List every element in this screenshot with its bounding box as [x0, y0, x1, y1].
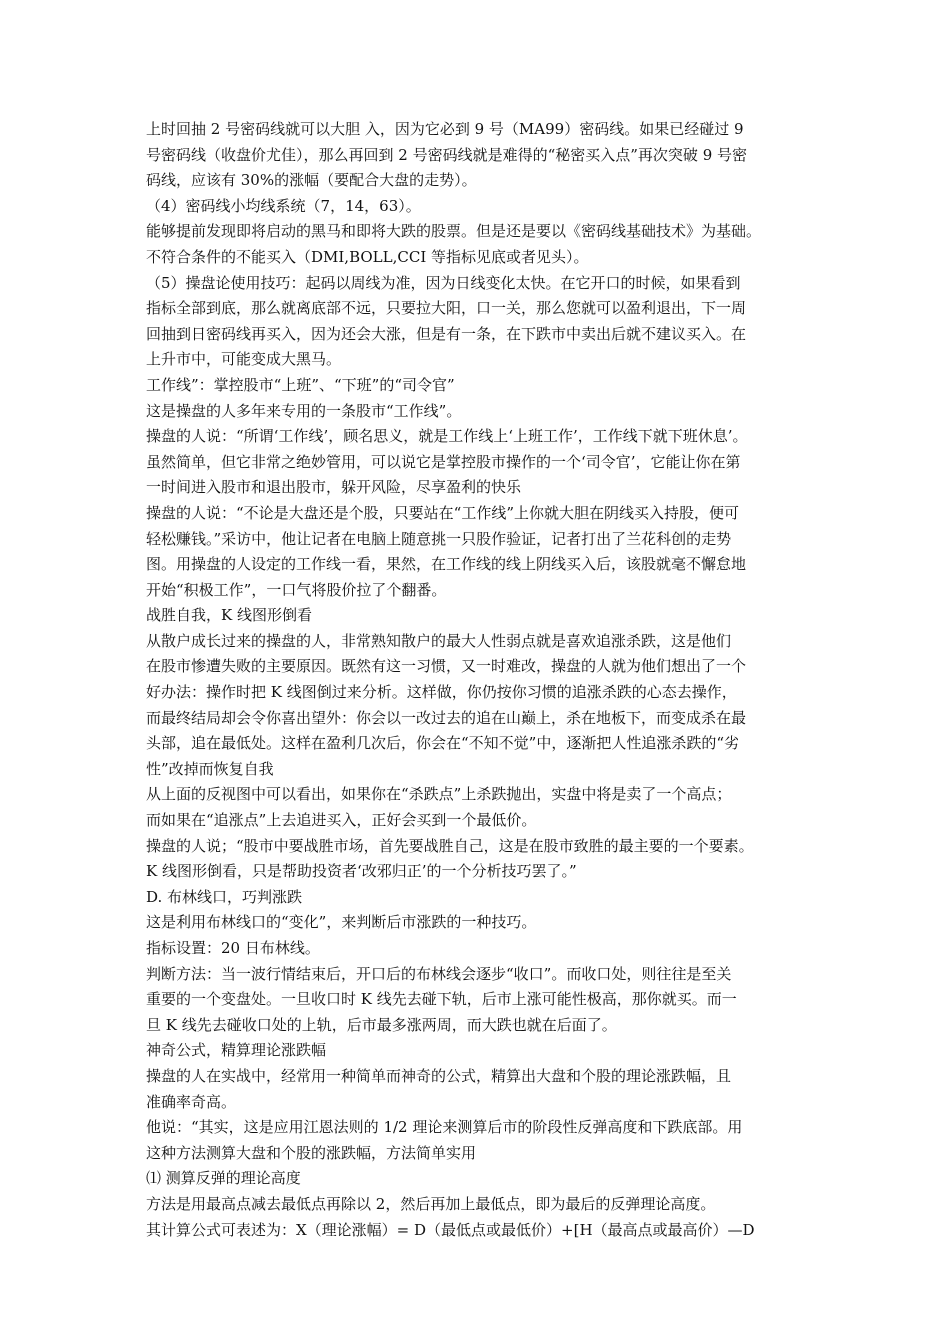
text-line: 指标全部到底，那么就离底部不远，只要拉大阳，口一关，那么您就可以盈利退出，下一周	[146, 299, 747, 318]
text-line: 不符合条件的不能买入（DMI,BOLL,CCI 等指标见底或者见头）。	[146, 247, 589, 266]
text-line: 性”改掉而恢复自我	[146, 759, 274, 778]
text-line: 这是操盘的人多年来专用的一条股市“工作线”。	[146, 401, 462, 420]
text-line: 战胜自我，K 线图形倒看	[146, 606, 312, 625]
text-line: 从上面的反视图中可以看出，如果你在“杀跌点”上杀跌抛出，实盘中将是卖了一个高点；	[146, 785, 732, 804]
text-line: 指标设置：20 日布林线。	[146, 939, 320, 957]
text-line: （5）操盘论使用技巧：起码以周线为准，因为日线变化太快。在它开口的时候，如果看到	[146, 273, 741, 292]
text-line: 上升市中，可能变成大黑马。	[146, 350, 342, 369]
text-line: 操盘的人说：“所谓‘工作线’，顾名思义，就是工作线上‘上班工作’，工作线下就下班休息’。	[146, 427, 748, 446]
text-line: 一时间进入股市和退出股市，躲开风险，尽享盈利的快乐	[146, 478, 522, 497]
text-line: 从散户成长过来的操盘的人，非常熟知散户的最大人性弱点就是喜欢追涨杀跌，这是他们	[146, 631, 732, 650]
text-line: 虽然简单，但它非常之绝妙管用，可以说它是掌控股市操作的一个‘司令官’，它能让你在第	[146, 452, 741, 471]
text-line: 判断方法：当一波行情结束后，开口后的布林线会逐步“收口”。而收口处，则往往是至关	[146, 964, 732, 983]
text-line: 这是利用布林线口的“变化”，来判断后市涨跌的一种技巧。	[146, 913, 537, 932]
text-line: 这种方法测算大盘和个股的涨跌幅，方法简单实用	[146, 1143, 477, 1162]
text-line: 能够提前发现即将启动的黑马和即将大跌的股票。但是还是要以《密码线基础技术》为基础。	[146, 222, 762, 241]
text-line: 而如果在“追涨点”上去追进买入，正好会买到一个最低价。	[146, 811, 537, 830]
text-line: 码线，应该有 30%的涨幅（要配合大盘的走势）。	[146, 171, 477, 190]
text-line: 他说：“其实，这是应用江恩法则的 1/2 理论来测算后市的阶段性反弹高度和下跌底部。用	[146, 1118, 743, 1137]
text-line: （4）密码线小均线系统（7，14，63）。	[146, 196, 421, 215]
document-page	[146, 117, 814, 1243]
text-line: 其计算公式可表述为：X（理论涨幅）= D（最低点或最低价）+[H（最高点或最高价）—D	[146, 1220, 755, 1239]
text-line: 号密码线（收盘价尤佳），那么再回到 2 号密码线就是难得的“秘密买入点”再次突破 9 号密	[146, 145, 748, 164]
text-line: 重要的一个变盘处。一旦收口时 K 线先去碰下轨，后市上涨可能性极高，那你就买。而一	[146, 990, 737, 1009]
text-line: 回抽到日密码线再买入，因为还会大涨，但是有一条，在下跌市中卖出后就不建议买入。在	[146, 324, 747, 343]
text-line: 而最终结局却会令你喜出望外：你会以一改过去的追在山巅上，杀在地板下，而变成杀在最	[146, 708, 747, 727]
text-line: 神奇公式，精算理论涨跌幅	[146, 1041, 327, 1060]
text-line: 工作线”：掌控股市“上班”、“下班”的“司令官”	[146, 375, 455, 394]
text-line: 图。用操盘的人设定的工作线一看，果然，在工作线的线上阴线买入后，该股就毫不懈怠地	[146, 555, 747, 574]
text-line: K 线图形倒看，只是帮助投资者‘改邪归正’的一个分析技巧罢了。”	[146, 862, 577, 881]
text-line: 操盘的人说；“股市中要战胜市场，首先要战胜自己，这是在股市致胜的最主要的一个要素。	[146, 836, 754, 855]
text-line: 头部，追在最低处。这样在盈利几次后，你会在“不知不觉”中，逐渐把人性追涨杀跌的“劣	[146, 734, 740, 753]
text-line: 轻松赚钱。”采访中，他让记者在电脑上随意挑一只股作验证，记者打出了兰花科创的走势	[146, 529, 732, 548]
text-line: 方法是用最高点减去最低点再除以 2，然后再加上最低点，即为最后的反弹理论高度。	[146, 1194, 716, 1213]
text-line: 好办法：操作时把 K 线图倒过来分析。这样做，你仍按你习惯的追涨杀跌的心态去操作，	[146, 683, 737, 702]
text-line: ⑴ 测算反弹的理论高度	[146, 1169, 301, 1188]
text-line: 在股市惨遭失败的主要原因。既然有这一习惯，又一时难改，操盘的人就为他们想出了一个	[146, 657, 747, 676]
text-line: 准确率奇高。	[146, 1092, 237, 1111]
text-line: 上时回抽 2 号密码线就可以大胆 入，因为它必到 9 号（MA99）密码线。如果已经碰过 9	[146, 120, 744, 138]
text-line: 操盘的人在实战中，经常用一种简单而神奇的公式，精算出大盘和个股的理论涨跌幅，且	[146, 1066, 732, 1085]
text-line: D. 布林线口，巧判涨跌	[146, 887, 303, 906]
text-line: 开始“积极工作”，一口气将股价拉了个翻番。	[146, 580, 447, 599]
text-line: 旦 K 线先去碰收口处的上轨，后市最多涨两周，而大跌也就在后面了。	[146, 1015, 617, 1034]
text-line: 操盘的人说：“不论是大盘还是个股，只要站在“工作线”上你就大胆在阴线买入持股，便可	[146, 503, 740, 522]
